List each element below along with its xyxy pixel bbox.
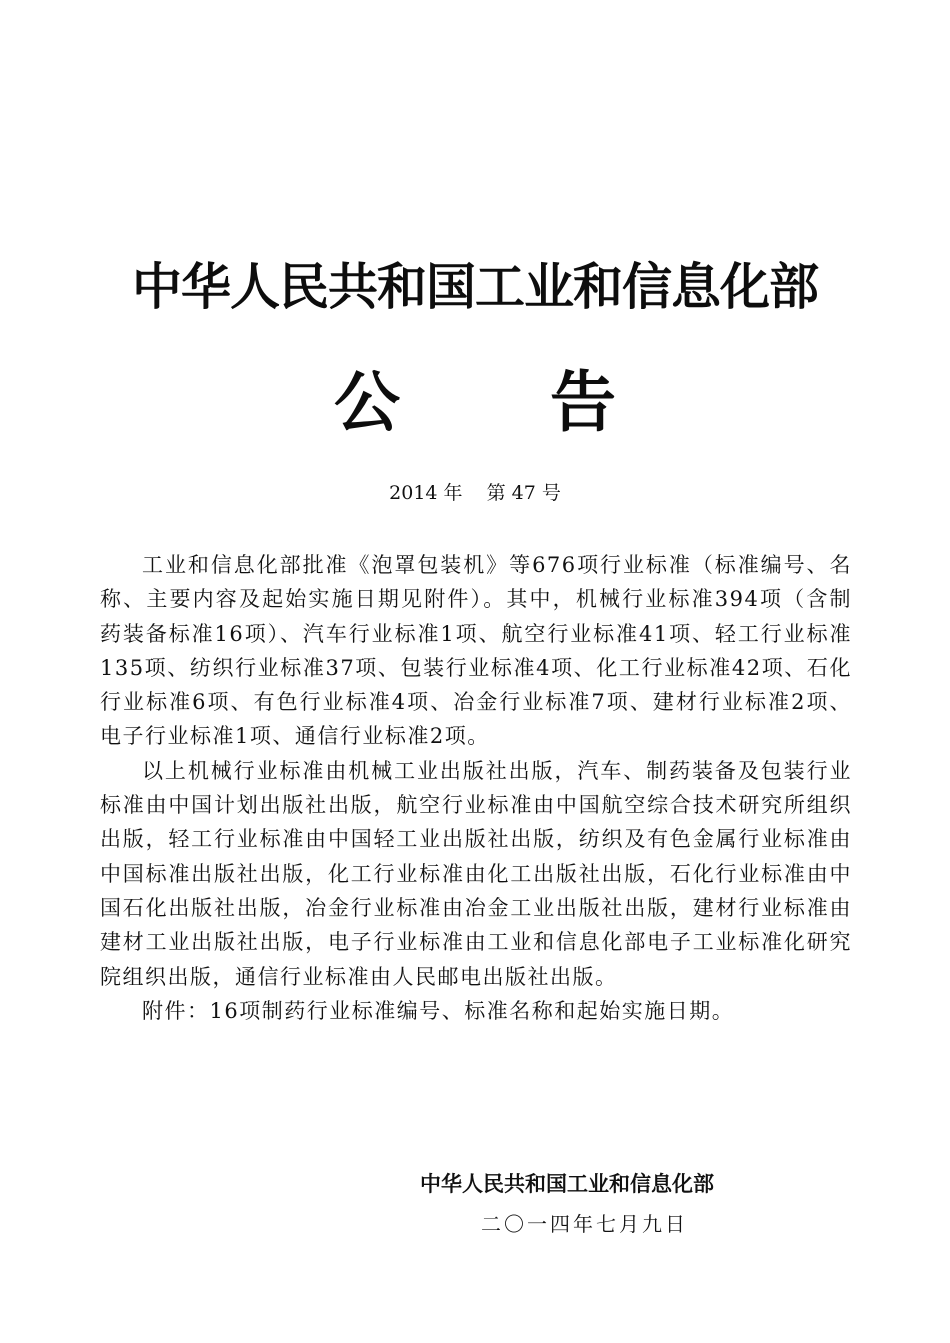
signature-date: 二〇一四年七月九日 bbox=[481, 1212, 688, 1236]
body-paragraph-approval: 工业和信息化部批准《泡罩包装机》等676项行业标准（标准编号、名称、主要内容及起始实施日期见附件）。其中，机械行业标准394项（含制药装备标准16项）、汽车行业标准1项、航空行业标准41项、轻工行业标准135项、纺织行业标准37项、包装行业标准4项、化工行业标准42项、石化行业标准6项、有色行业标准4项、冶金行业标准7项、建材行业标准2项、电子行业标准1项、通信行业标准2项。 bbox=[100, 553, 852, 749]
issue-year: 2014 年 bbox=[389, 482, 463, 504]
document-type-heading bbox=[0, 360, 950, 446]
signature-organization: 中华人民共和国工业和信息化部 bbox=[420, 1172, 714, 1196]
body-paragraph-attachment: 附件：16项制药行业标准编号、标准名称和起始实施日期。 bbox=[142, 998, 735, 1023]
announcement-body bbox=[100, 548, 852, 1028]
issuer-title: 中华人民共和国工业和信息化部 bbox=[132, 258, 818, 316]
issue-number: 第 47 号 bbox=[486, 482, 561, 504]
issue-number-line bbox=[0, 478, 950, 508]
document-type-char-1: 公 bbox=[334, 364, 400, 441]
document-type-char-2: 告 bbox=[550, 364, 616, 441]
body-paragraph-publishers: 以上机械行业标准由机械工业出版社出版，汽车、制药装备及包装行业标准由中国计划出版社出版，航空行业标准由中国航空综合技术研究所组织出版，轻工行业标准由中国轻工业出版社出版，纺织及有色金属行业标准由中国标准出版社出版，化工行业标准由化工出版社出版，石化行业标准由中国石化出版社出版，冶金行业标准由冶金工业出版社出版，建材行业标准由建材工业出版社出版，电子行业标准由工业和信息化部电子工业标准化研究院组织出版，通信行业标准由人民邮电出版社出版。 bbox=[100, 758, 852, 989]
